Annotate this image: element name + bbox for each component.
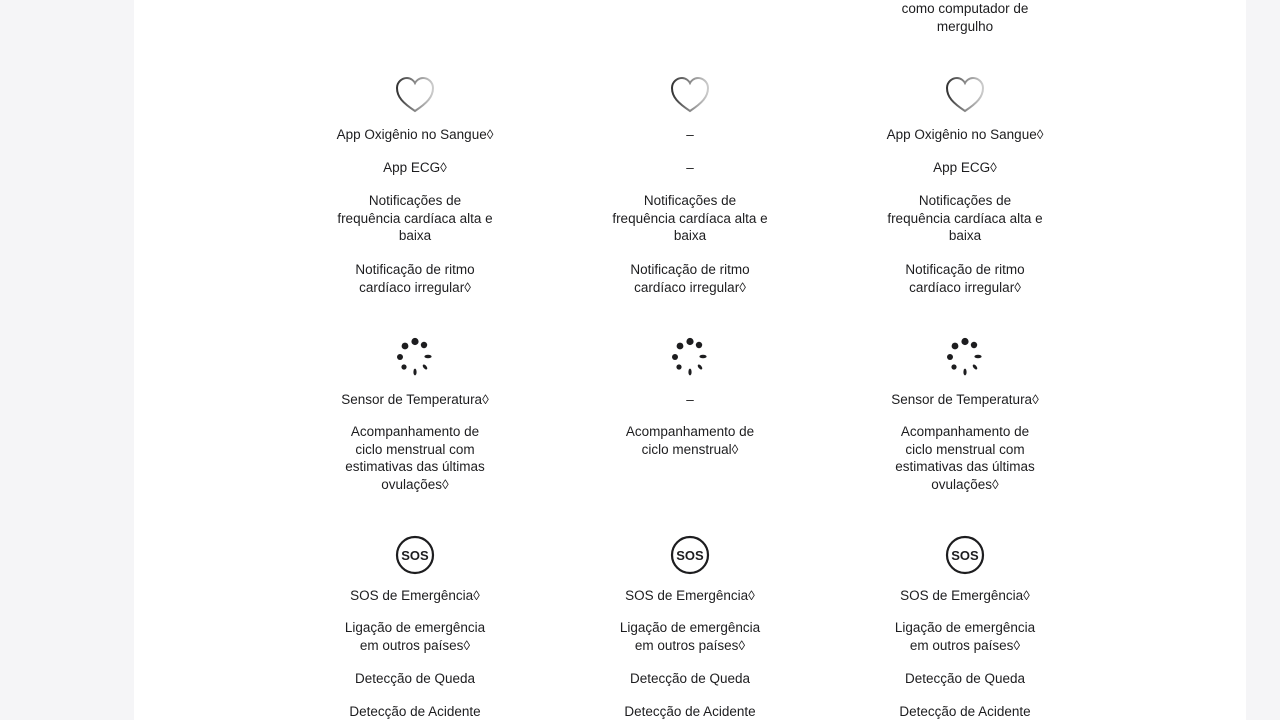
temperature-sensor: Sensor de Temperatura◊: [341, 392, 489, 407]
temperature-sensor-icon: [670, 337, 710, 377]
heart-icon: [945, 75, 985, 115]
irregular-rhythm-notification: Notificação de ritmo cardíaco irregular◊: [905, 262, 1025, 295]
international-emergency-call: Ligação de emergência em outros países◊: [344, 620, 486, 653]
temperature-sensor-icon: [945, 337, 985, 377]
comparison-column-middle: [595, 0, 785, 720]
ecg-app: App ECG◊: [383, 160, 447, 175]
blood-oxygen-app: App Oxigênio no Sangue◊: [336, 127, 494, 142]
crash-detection: Detecção de Acidente: [624, 704, 756, 719]
ecg-app: –: [686, 160, 694, 175]
heart-rate-notifications: Notificações de frequência cardíaca alta e baixa: [337, 193, 493, 243]
irregular-rhythm-notification: Notificação de ritmo cardíaco irregular◊: [630, 262, 750, 295]
fall-detection: Detecção de Queda: [904, 671, 1026, 686]
ecg-app: App ECG◊: [933, 160, 997, 175]
sos-icon-label: SOS: [676, 548, 704, 563]
temperature-sensor: –: [686, 392, 694, 407]
comparison-column-right: [870, 0, 1060, 720]
comparison-panel: [134, 0, 1246, 720]
blood-oxygen-app: App Oxigênio no Sangue◊: [886, 127, 1044, 142]
cycle-tracking: Acompanhamento de ciclo menstrual com estimativas das últimas ovulações◊: [345, 424, 485, 492]
sos-icon: [670, 535, 710, 575]
comparison-column-left: [320, 0, 510, 720]
sos-icon-label: SOS: [951, 548, 979, 563]
sos-icon: [395, 535, 435, 575]
heart-rate-notifications: Notificações de frequência cardíaca alta e baixa: [887, 193, 1043, 243]
sos-icon: [945, 535, 985, 575]
top-partial-text: como computador de mergulho: [901, 1, 1029, 34]
sos-icon-label: SOS: [401, 548, 429, 563]
crash-detection: Detecção de Acidente: [899, 704, 1031, 719]
fall-detection: Detecção de Queda: [354, 671, 476, 686]
crash-detection: Detecção de Acidente: [349, 704, 481, 719]
international-emergency-call: Ligação de emergência em outros países◊: [894, 620, 1036, 653]
heart-rate-notifications: Notificações de frequência cardíaca alta e baixa: [612, 193, 768, 243]
temperature-sensor-icon: [395, 337, 435, 377]
temperature-sensor: Sensor de Temperatura◊: [891, 392, 1039, 407]
blood-oxygen-app: –: [686, 127, 694, 142]
irregular-rhythm-notification: Notificação de ritmo cardíaco irregular◊: [355, 262, 475, 295]
cycle-tracking: Acompanhamento de ciclo menstrual com estimativas das últimas ovulações◊: [895, 424, 1035, 492]
emergency-sos: SOS de Emergência◊: [350, 588, 480, 603]
emergency-sos: SOS de Emergência◊: [900, 588, 1030, 603]
international-emergency-call: Ligação de emergência em outros países◊: [619, 620, 761, 653]
fall-detection: Detecção de Queda: [629, 671, 751, 686]
heart-icon: [395, 75, 435, 115]
emergency-sos: SOS de Emergência◊: [625, 588, 755, 603]
cycle-tracking: Acompanhamento de ciclo menstrual◊: [625, 424, 755, 457]
heart-icon: [670, 75, 710, 115]
